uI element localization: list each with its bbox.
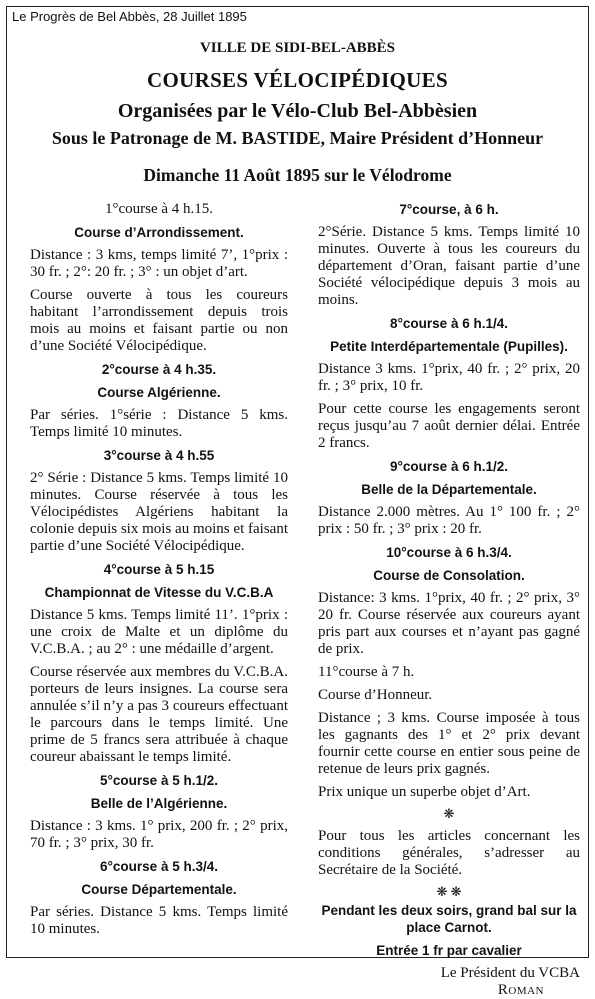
race-3-time: 3°course à 4 h.55	[103, 448, 215, 463]
header-ville: VILLE DE SIDI-BEL-ABBÈS	[199, 40, 396, 56]
race-7-details: 2°Série. Distance 5 kms. Temps limité 10 minutes. Ouverte à tous les coureurs du département d’Oran, faisant partie d’une Société vélocipédique depuis 3 mois au moins.	[318, 224, 580, 308]
president-line: Le Président du VCBA	[440, 965, 580, 981]
race-3-details: 2° Série : Distance 5 kms. Temps limité 10 minutes. Course réservée à tous les Vélocipédistes Algériens habitant la colonie depuis six mois au moins et faisant partie d’une Société Vélocipédique.	[30, 470, 288, 554]
race-7-time: 7°course, à 6 h.	[399, 202, 499, 217]
race-5-details: Distance : 3 kms. 1° prix, 200 fr. ; 2° prix, 70 fr. ; 3° prix, 30 fr.	[30, 818, 288, 851]
race-1-name: Course d’Arrondissement.	[74, 225, 244, 240]
race-4-details: Distance 5 kms. Temps limité 11’. 1°prix : une croix de Malte et un diplôme du V.C.B.A. ; au 2° : une médaille d’argent.	[30, 607, 288, 657]
header-title: COURSES VÉLOCIPÉDIQUES	[147, 68, 448, 92]
signature: Roman	[497, 982, 544, 998]
left-column	[30, 201, 288, 938]
race-9-name: Belle de la Départementale.	[361, 482, 537, 497]
race-11-details: Distance ; 3 kms. Course imposée à tous les gagnants des 1° et 2° prix devant fournir cette course en entier sous peine de retenue de leurs prix gagnés.	[318, 710, 580, 777]
race-2-details: Par séries. 1°série : Distance 5 kms. Temps limité 10 minutes.	[30, 407, 288, 440]
race-11-prize: Prix unique un superbe objet d’Art.	[318, 784, 531, 800]
race-1-details: Distance : 3 kms, temps limité 7’, 1°prix : 30 fr. ; 2°: 20 fr. ; 3° : un objet d’art.	[30, 247, 288, 280]
race-8-name: Petite Interdépartementale (Pupilles).	[330, 339, 568, 354]
race-9-time: 9°course à 6 h.1/2.	[390, 459, 508, 474]
race-8-time: 8°course à 6 h.1/4.	[390, 316, 508, 331]
race-8-details: Distance 3 kms. 1°prix, 40 fr. ; 2° prix, 20 fr. ; 3° prix, 10 fr.	[318, 361, 580, 394]
race-1-time: 1°course à 4 h.15.	[104, 201, 214, 217]
race-2-time: 2°course à 4 h.35.	[101, 362, 217, 377]
header-patronage: Sous le Patronage de M. BASTIDE, Maire Président d’Honneur	[51, 128, 544, 148]
race-2-name: Course Algérienne.	[97, 385, 221, 400]
entry-fee: Entrée 1 fr par cavalier	[376, 943, 522, 958]
race-10-name: Course de Consolation.	[373, 568, 525, 583]
race-5-name: Belle de l’Algérienne.	[90, 796, 228, 811]
conditions-note: Pour tous les articles concernant les conditions générales, s’adresser au Secrétaire de la Société.	[318, 828, 580, 878]
race-6-details: Par séries. Distance 5 kms. Temps limité 10 minutes.	[30, 904, 288, 937]
race-1-conditions: Course ouverte à tous les coureurs habitant l’arrondissement depuis trois mois au moins et faisant partie ou non d’une Société Vélocipédique.	[30, 287, 288, 354]
race-9-details: Distance 2.000 mètres. Au 1° 100 fr. ; 2° prix : 50 fr. ; 3° prix : 20 fr.	[318, 504, 580, 537]
header-date: Dimanche 11 Août 1895 sur le Vélodrome	[143, 165, 452, 185]
bal-notice: Pendant les deux soirs, grand bal sur la place Carnot.	[321, 903, 577, 935]
race-4-time: 4°course à 5 h.15	[103, 562, 215, 577]
source-line: Le Progrès de Bel Abbès, 28 Juillet 1895	[12, 9, 247, 24]
header-organisation: Organisées par le Vélo-Club Bel-Abbèsien	[117, 100, 478, 122]
race-6-name: Course Départementale.	[81, 882, 237, 897]
race-10-time: 10°course à 6 h.3/4.	[386, 545, 512, 560]
race-6-time: 6°course à 5 h.3/4.	[100, 859, 218, 874]
race-11-time: 11°course à 7 h.	[318, 664, 415, 680]
race-8-conditions: Pour cette course les engagements seront reçus jusqu’au 7 août dernier délai. Entrée 2 francs.	[318, 401, 580, 451]
right-column	[318, 201, 580, 999]
double-ornament-icon: ❋ ❋	[436, 884, 462, 899]
race-11-name: Course d’Honneur.	[318, 687, 433, 703]
race-4-conditions: Course réservée aux membres du V.C.B.A. porteurs de leurs insignes. La course sera annulée s’il n’y a pas 3 coureurs effectuant le parcours dans le temps limité. Une prime de 5 francs sera attribuée à chaque coureur abaissant le temps limité.	[30, 664, 288, 765]
race-4-name: Championnat de Vitesse du V.C.B.A	[44, 585, 274, 600]
race-10-details: Distance: 3 kms. 1°prix, 40 fr. ; 2° prix, 3° 20 fr. Course réservée aux coureurs ayant pris part aux courses et n’ayant pas gagné de prix.	[318, 590, 580, 657]
ornament-icon: ❋	[443, 806, 455, 821]
race-5-time: 5°course à 5 h.1/2.	[100, 773, 218, 788]
